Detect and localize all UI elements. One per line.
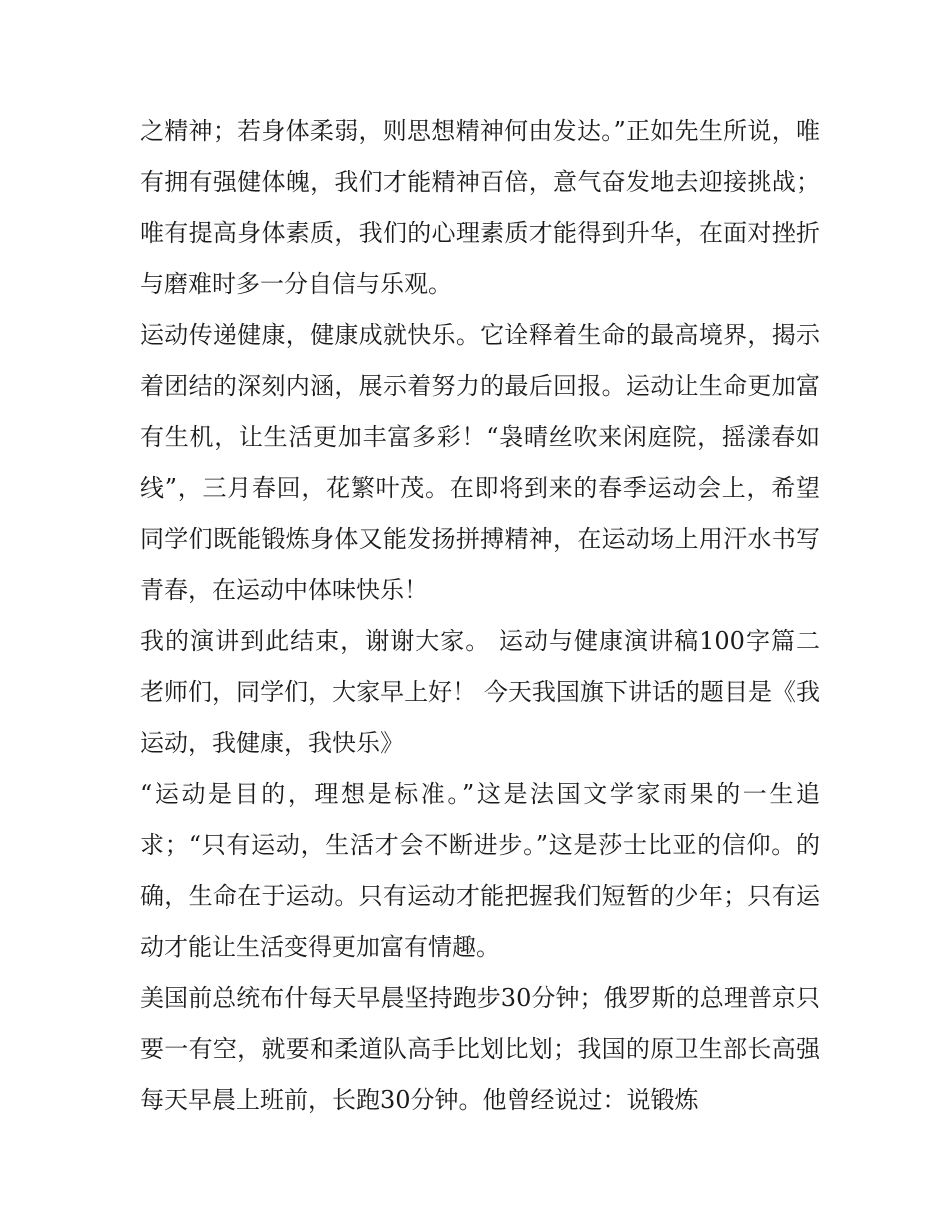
paragraph-1: 之精神；若身体柔弱，则思想精神何由发达。”正如先生所说，唯有拥有强健体魄，我们才能精神百倍，意气奋发地去迎接挑战；唯有提高身体素质，我们的心理素质才能得到升华，在面对挫折与磨难时多一分自信与乐观。 — [140, 117, 820, 298]
paragraph-2: 运动传递健康，健康成就快乐。它诠释着生命的最高境界，揭示着团结的深刻内涵，展示着努力的最后回报。运动让生命更加富有生机，让生活更加丰富多彩！“袅晴丝吹来闲庭院，摇漾春如线”，三月春回，花繁叶茂。在即将到来的春季运动会上，希望同学们既能锻炼身体又能发扬拼搏精神，在运动场上用汗水书写青春，在运动中体味快乐！ — [140, 321, 820, 604]
paragraph-5: 美国前总统布什每天早晨坚持跑步30分钟；俄罗斯的总理普京只要一有空，就要和柔道队高手比划比划；我国的原卫生部长高强每天早晨上班前，长跑30分钟。他曾经说过：说锻炼 — [140, 984, 820, 1114]
document-body — [140, 106, 820, 1126]
paragraph-4: “运动是目的，理想是标准。”这是法国文学家雨果的一生追求；“只有运动，生活才会不断进步。”这是莎士比亚的信仰。的确，生命在于运动。只有运动才能把握我们短暂的少年；只有运动才能让生活变得更加富有情趣。 — [140, 780, 820, 961]
paragraph-3: 我的演讲到此结束，谢谢大家。 运动与健康演讲稿100字篇二 老师们，同学们，大家早上好！ 今天我国旗下讲话的题目是《我运动，我健康，我快乐》 — [140, 627, 820, 757]
